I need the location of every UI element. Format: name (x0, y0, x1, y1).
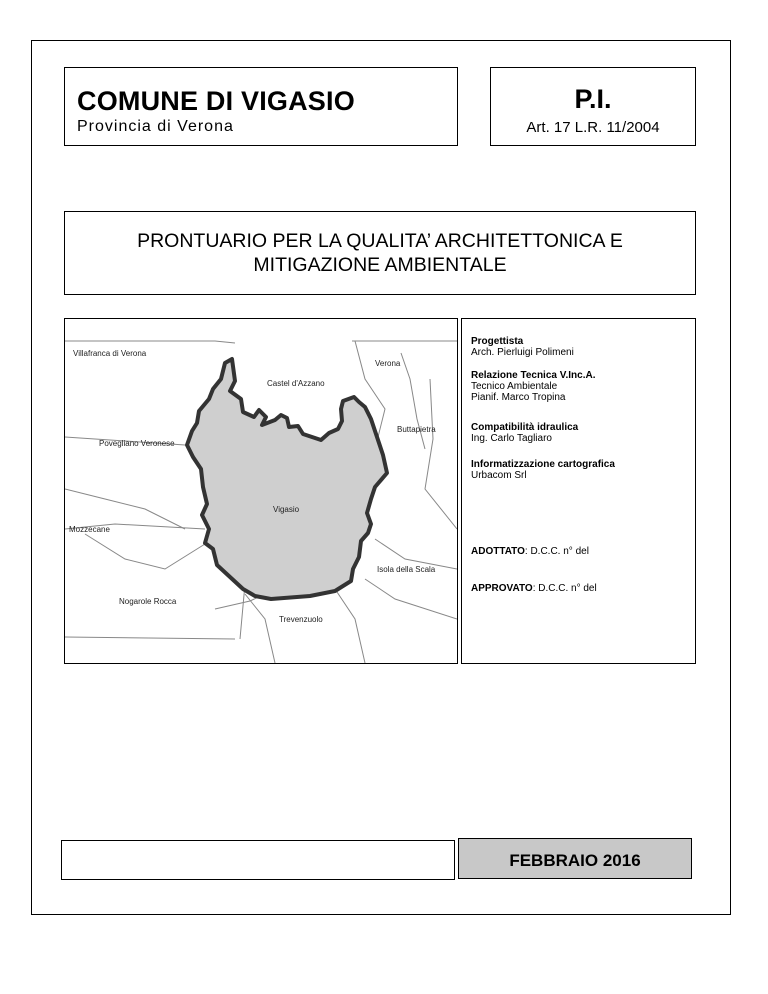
adoption-label: ADOTTATO (471, 546, 525, 557)
place-verona: Verona (375, 359, 401, 368)
province-name: Provincia di Verona (77, 118, 234, 135)
credit-label: Progettista (471, 336, 524, 347)
credit-value: Tecnico Ambientale (471, 381, 558, 392)
municipality-name: COMUNE DI VIGASIO (77, 86, 355, 116)
credit-vinca (471, 370, 596, 403)
place-buttapietra: Buttapietra (397, 425, 436, 434)
credit-label: Compatibilità idraulica (471, 422, 579, 433)
credit-value: Urbacom Srl (471, 470, 527, 481)
law-reference: Art. 17 L.R. 11/2004 (526, 119, 660, 136)
municipality-header (64, 67, 458, 146)
place-vigasio: Vigasio (273, 505, 300, 514)
plan-header (490, 67, 696, 146)
credit-label: Informatizzazione cartografica (471, 459, 615, 470)
map-graphic (65, 319, 457, 663)
credit-label: Relazione Tecnica V.Inc.A. (471, 370, 596, 381)
approval-line (471, 583, 597, 594)
place-castel-d-azzano: Castel d'Azzano (267, 379, 325, 388)
credit-value: Pianif. Marco Tropina (471, 392, 566, 403)
place-villafranca: Villafranca di Verona (73, 349, 147, 358)
place-mozzecane: Mozzecane (69, 525, 110, 534)
credit-value: Arch. Pierluigi Polimeni (471, 347, 574, 358)
document-title-box (64, 211, 696, 295)
credit-informatizzazione (471, 459, 615, 481)
credits-panel (461, 318, 696, 664)
footer-date-box (458, 838, 692, 879)
place-povegliano-veronese: Povegliano Veronese (99, 439, 175, 448)
credit-progettista (471, 336, 574, 358)
plan-code: P.I. (574, 84, 612, 114)
vigasio-territory (187, 359, 387, 599)
document-title: PRONTUARIO PER LA QUALITA’ ARCHITETTONICA E MITIGAZIONE AMBIENTALE (137, 230, 623, 276)
adoption-value: : D.C.C. n° del (524, 546, 589, 557)
credit-idraulica (471, 422, 578, 444)
place-trevenzuolo: Trevenzuolo (279, 615, 323, 624)
footer-empty-box (61, 840, 455, 880)
place-nogarole-rocca: Nogarole Rocca (119, 597, 177, 606)
approval-label: APPROVATO (471, 583, 533, 594)
credit-value: Ing. Carlo Tagliaro (471, 433, 552, 444)
territory-map (64, 318, 458, 664)
document-date: FEBBRAIO 2016 (509, 851, 641, 870)
approval-value: : D.C.C. n° del (532, 583, 597, 594)
place-isola-della-scala: Isola della Scala (377, 565, 436, 574)
adoption-line (471, 546, 589, 557)
